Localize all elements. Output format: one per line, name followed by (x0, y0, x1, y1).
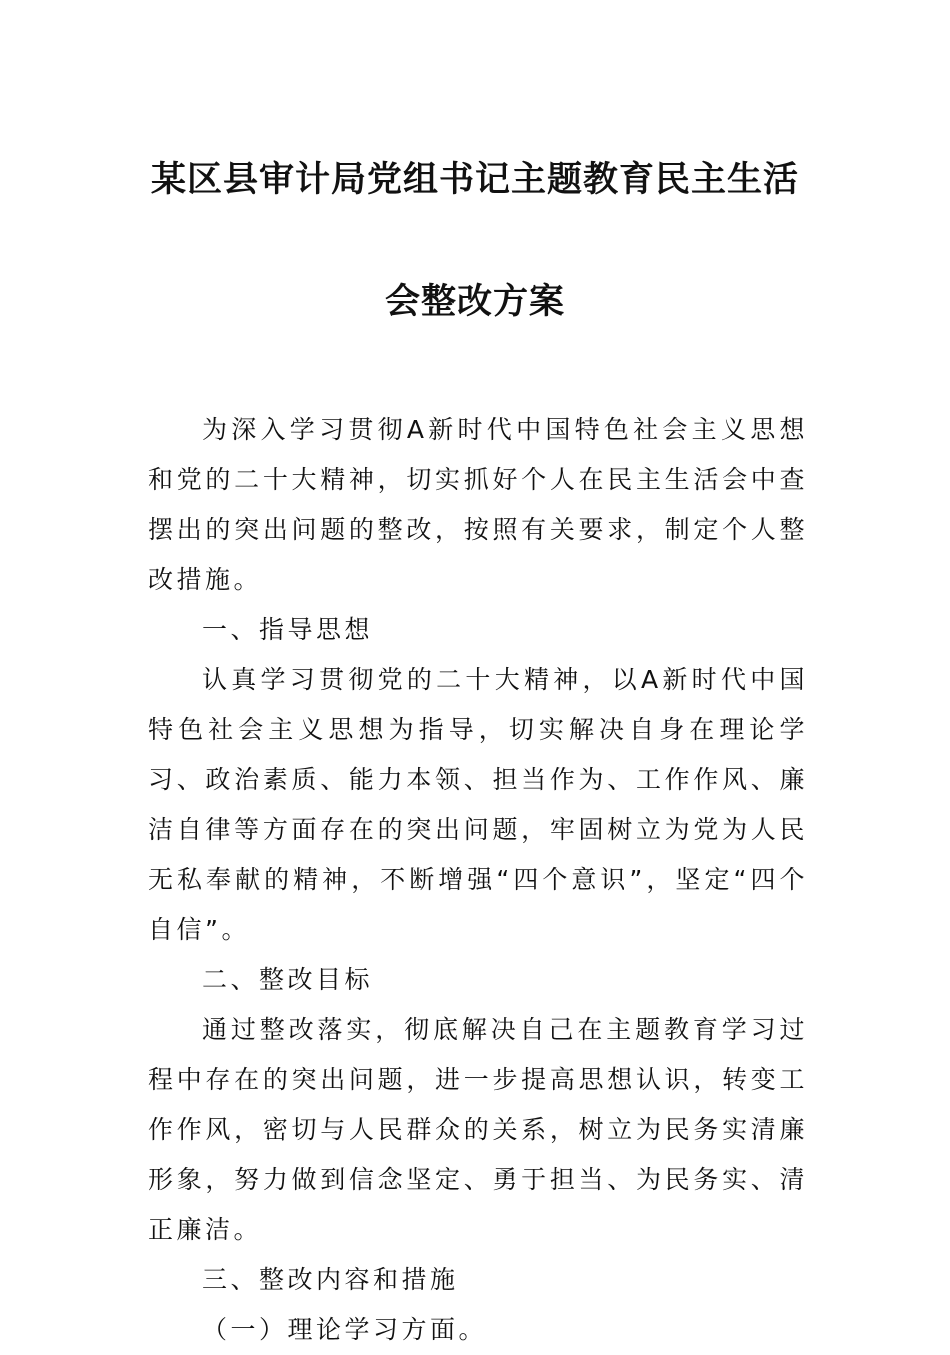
document-title-line-1: 某区县审计局党组书记主题教育民主生活 (150, 159, 799, 200)
section-heading-content-measures: 三、整改内容和措施 (202, 1265, 459, 1294)
intro-paragraph: 为深入学习贯彻A新时代中国特色社会主义思想和党的二十大精神，切实抓好个人在民主生活会中查摆出的突出问题的整改，按照有关要求，制定个人整改措施。 (148, 415, 808, 594)
section-body-rectification-goal: 通过整改落实，彻底解决自己在主题教育学习过程中存在的突出问题，进一步提高思想认识，转变工作作风，密切与人民群众的关系，树立为民务实清廉形象，努力做到信念坚定、勇于担当、为民务实、清正廉洁。 (148, 1015, 808, 1244)
subsection-heading-theory-study: （一）理论学习方面。 (202, 1315, 488, 1344)
document-body (148, 405, 808, 1355)
section-heading-guiding-thought: 一、指导思想 (202, 615, 374, 644)
document-title-line-2: 会整改方案 (384, 281, 565, 322)
section-heading-rectification-goal: 二、整改目标 (202, 965, 374, 994)
section-body-guiding-thought: 认真学习贯彻党的二十大精神，以A新时代中国特色社会主义思想为指导，切实解决自身在理论学习、政治素质、能力本领、担当作为、工作作风、廉洁自律等方面存在的突出问题，牢固树立为党为人民无私奉献的精神，不断增强“四个意识”，坚定“四个自信”。 (148, 665, 808, 944)
